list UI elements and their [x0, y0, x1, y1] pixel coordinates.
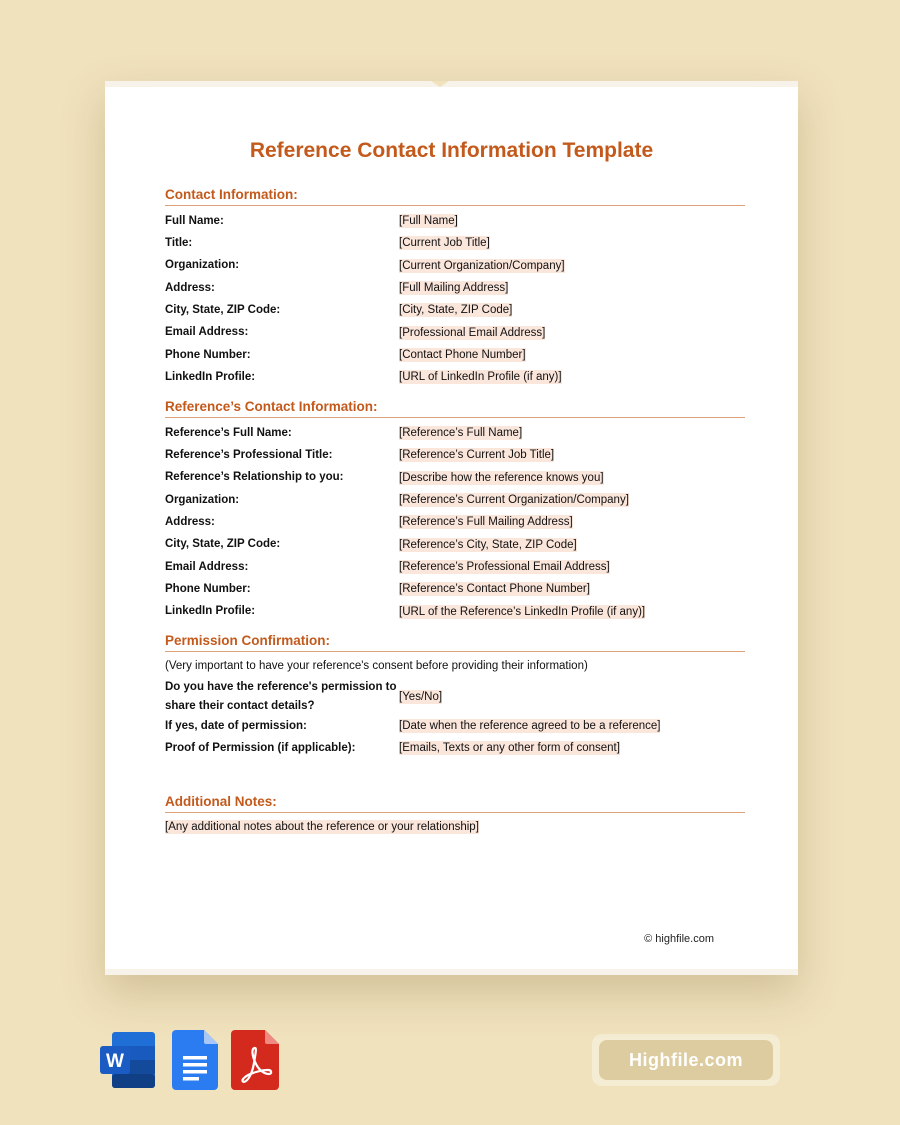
field-row: [165, 232, 745, 254]
notes-value: [Any additional notes about the reference or your relationship]: [165, 821, 479, 833]
copyright-text: © highfile.com: [644, 933, 714, 945]
field-label: Reference’s Full Name:: [165, 426, 292, 439]
field-label: Phone Number:: [165, 582, 251, 595]
field-label: Organization:: [165, 259, 240, 272]
field-label: LinkedIn Profile:: [165, 370, 256, 383]
field-label: Proof of Permission (if applicable):: [165, 742, 356, 755]
google-docs-icon[interactable]: [172, 1030, 218, 1090]
field-row: [165, 556, 745, 578]
field-value: [Reference’s Full Name]: [399, 427, 523, 440]
field-label: Full Name:: [165, 214, 224, 227]
pdf-icon[interactable]: [231, 1030, 279, 1090]
field-label: Email Address:: [165, 326, 249, 339]
field-value: [Reference’s Full Mailing Address]: [399, 516, 573, 529]
field-row: [165, 678, 745, 715]
field-value: [Yes/No]: [399, 690, 443, 703]
field-row: [165, 255, 745, 277]
section-heading: Permission Confirmation:: [165, 633, 745, 652]
field-row: [165, 277, 745, 299]
field-label: City, State, ZIP Code:: [165, 538, 281, 551]
field-label: Phone Number:: [165, 348, 251, 361]
field-value: [Current Organization/Company]: [399, 259, 565, 272]
field-label: Address:: [165, 516, 215, 529]
permission-note: (Very important to have your reference's consent before providing their information): [165, 660, 588, 672]
field-value: [Professional Email Address]: [399, 326, 546, 339]
field-label: City, State, ZIP Code:: [165, 304, 281, 317]
field-label: LinkedIn Profile:: [165, 605, 256, 618]
field-value: [URL of the Reference’s LinkedIn Profile (if any)]: [399, 605, 646, 618]
field-value: [Reference’s Contact Phone Number]: [399, 583, 590, 596]
field-label: Address:: [165, 281, 215, 294]
field-value: [Reference’s Current Job Title]: [399, 449, 555, 462]
field-row: [165, 210, 745, 232]
field-value: [Describe how the reference knows you]: [399, 471, 604, 484]
permission-section: [165, 633, 745, 760]
section-heading: Contact Information:: [165, 187, 745, 206]
field-value: [Reference’s Current Organization/Company]: [399, 494, 629, 507]
field-row: [165, 344, 745, 366]
field-label: Title:: [165, 237, 193, 250]
field-row: [165, 422, 745, 444]
field-row: [165, 489, 745, 511]
field-value: [Full Mailing Address]: [399, 282, 509, 295]
field-row: [165, 444, 745, 466]
field-value: [Reference’s Professional Email Address]: [399, 560, 610, 573]
field-row: [165, 600, 745, 622]
field-value: [Reference’s City, State, ZIP Code]: [399, 538, 577, 551]
document-page: [105, 81, 798, 975]
page-notch-bottom: [431, 969, 449, 975]
page-notch-top: [431, 81, 449, 87]
contact-section: [165, 187, 745, 388]
notes-section: [165, 794, 745, 837]
field-row: [165, 715, 745, 737]
field-row: [165, 737, 745, 759]
field-row: [165, 299, 745, 321]
field-row: [165, 321, 745, 343]
field-label: Email Address:: [165, 560, 249, 573]
field-value: [Emails, Texts or any other form of consent]: [399, 742, 620, 755]
field-row: [165, 511, 745, 533]
field-label: Reference’s Relationship to you:: [165, 471, 344, 484]
brand-label: Highfile.com: [599, 1040, 773, 1080]
field-label: If yes, date of permission:: [165, 719, 307, 732]
field-label: Do you have the reference's permission to share their contact details?: [165, 681, 397, 712]
field-label: Reference’s Professional Title:: [165, 449, 333, 462]
brand-badge[interactable]: [592, 1034, 780, 1086]
field-row: [165, 578, 745, 600]
field-value: [URL of LinkedIn Profile (if any)]: [399, 371, 562, 384]
field-value: [Current Job Title]: [399, 237, 490, 250]
document-title: Reference Contact Information Template: [249, 139, 654, 162]
field-row: [165, 467, 745, 489]
word-icon[interactable]: [100, 1030, 157, 1090]
svg-text:W: W: [106, 1051, 124, 1072]
field-row: [165, 366, 745, 388]
field-value: [City, State, ZIP Code]: [399, 304, 513, 317]
section-heading: Additional Notes:: [165, 794, 745, 813]
field-label: Organization:: [165, 493, 240, 506]
section-heading: Reference’s Contact Information:: [165, 399, 745, 418]
field-value: [Full Name]: [399, 215, 458, 228]
field-value: [Contact Phone Number]: [399, 348, 526, 361]
field-value: [Date when the reference agreed to be a reference]: [399, 720, 661, 733]
reference-section: [165, 399, 745, 623]
field-row: [165, 533, 745, 555]
